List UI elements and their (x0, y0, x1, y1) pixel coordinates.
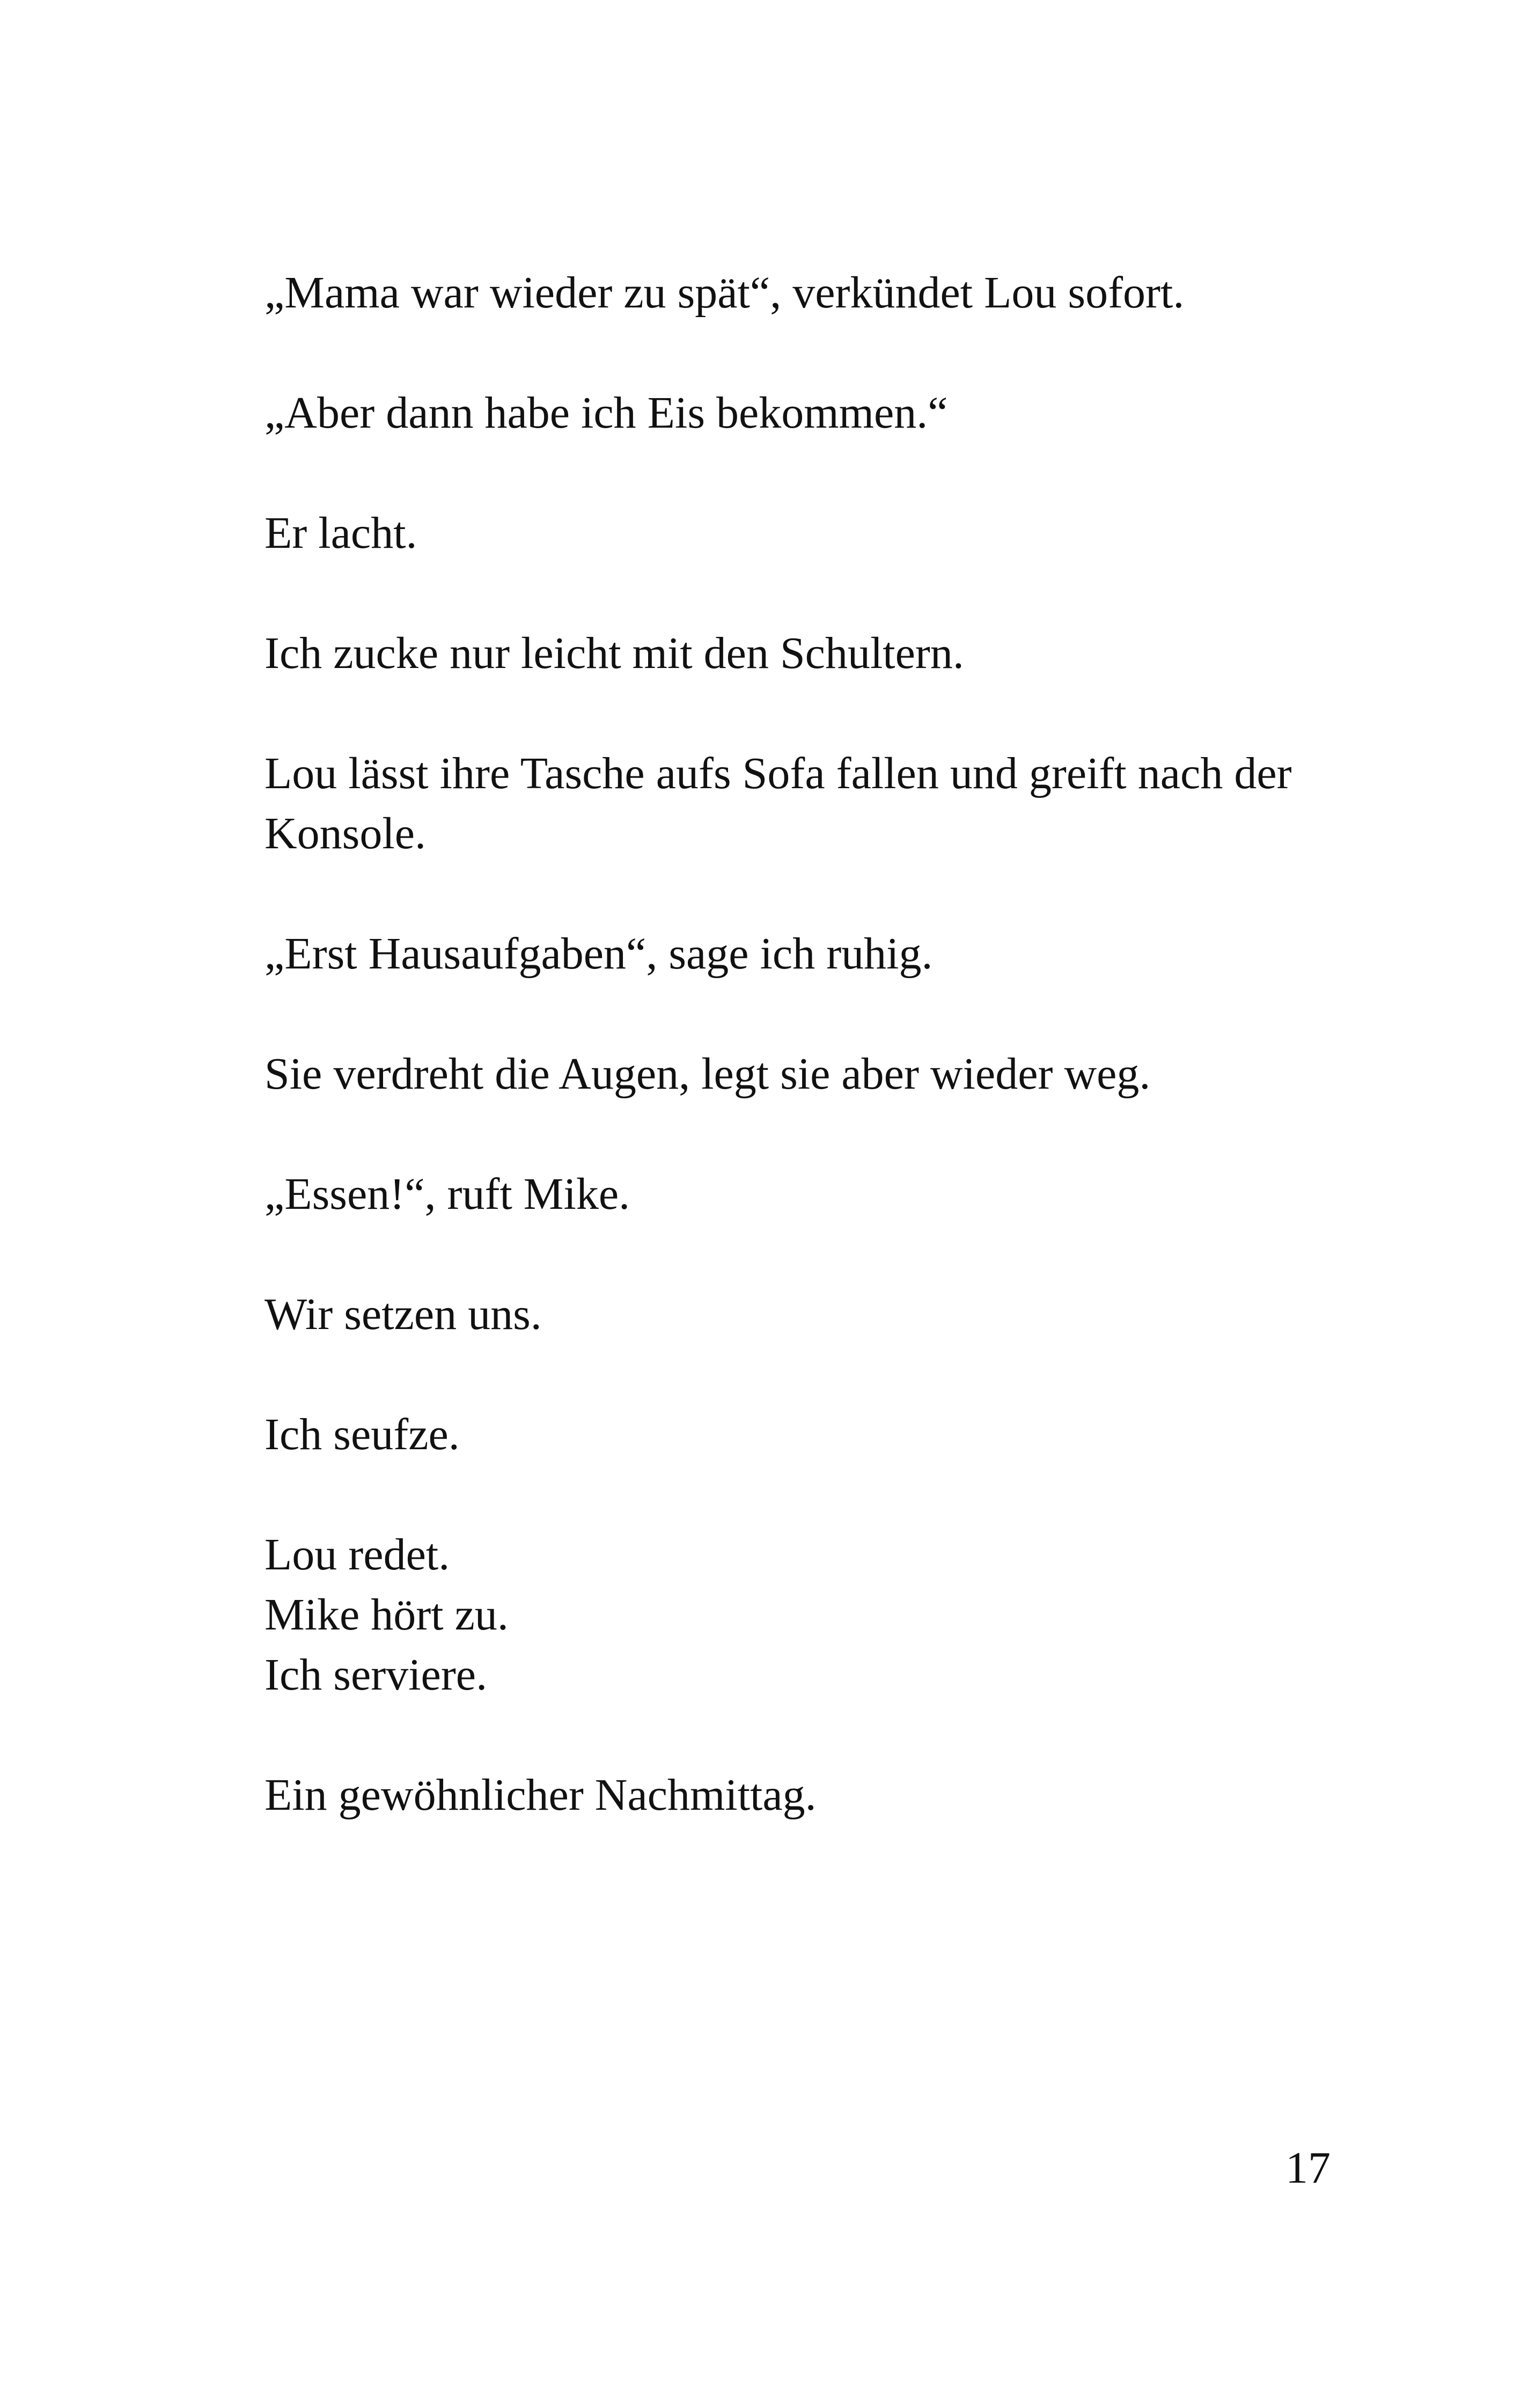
paragraph-2: „Aber dann habe ich Eis bekommen.“ (264, 388, 948, 438)
paragraph-7: Sie verdreht die Augen, legt sie aber wieder weg. (264, 1049, 1151, 1099)
paragraph-5: Lou lässt ihre Tasche aufs Sofa fallen und greift nach der Konsole. (264, 748, 1292, 858)
paragraph-10: Ich seufze. (264, 1409, 460, 1459)
paragraph-9: Wir setzen uns. (264, 1289, 542, 1339)
paragraph-6: „Erst Hausaufgaben“, sage ich ruhig. (264, 929, 933, 979)
closing-line: Ein gewöhnlicher Nachmittag. (264, 1770, 817, 1820)
stanza-line-1: Lou redet. (264, 1530, 450, 1580)
paragraph-8: „Essen!“, ruft Mike. (264, 1169, 630, 1219)
paragraph-3: Er lacht. (264, 508, 417, 558)
paragraph-1: „Mama war wieder zu spät“, verkündet Lou sofort. (264, 268, 1185, 318)
body-text (264, 263, 1327, 1885)
stanza (264, 1525, 1327, 1705)
stanza-line-2: Mike hört zu. (264, 1590, 509, 1640)
page-number: 17 (1285, 2143, 1331, 2193)
stanza-line-3: Ich serviere. (264, 1650, 488, 1700)
paragraph-4: Ich zucke nur leicht mit den Schultern. (264, 628, 964, 678)
